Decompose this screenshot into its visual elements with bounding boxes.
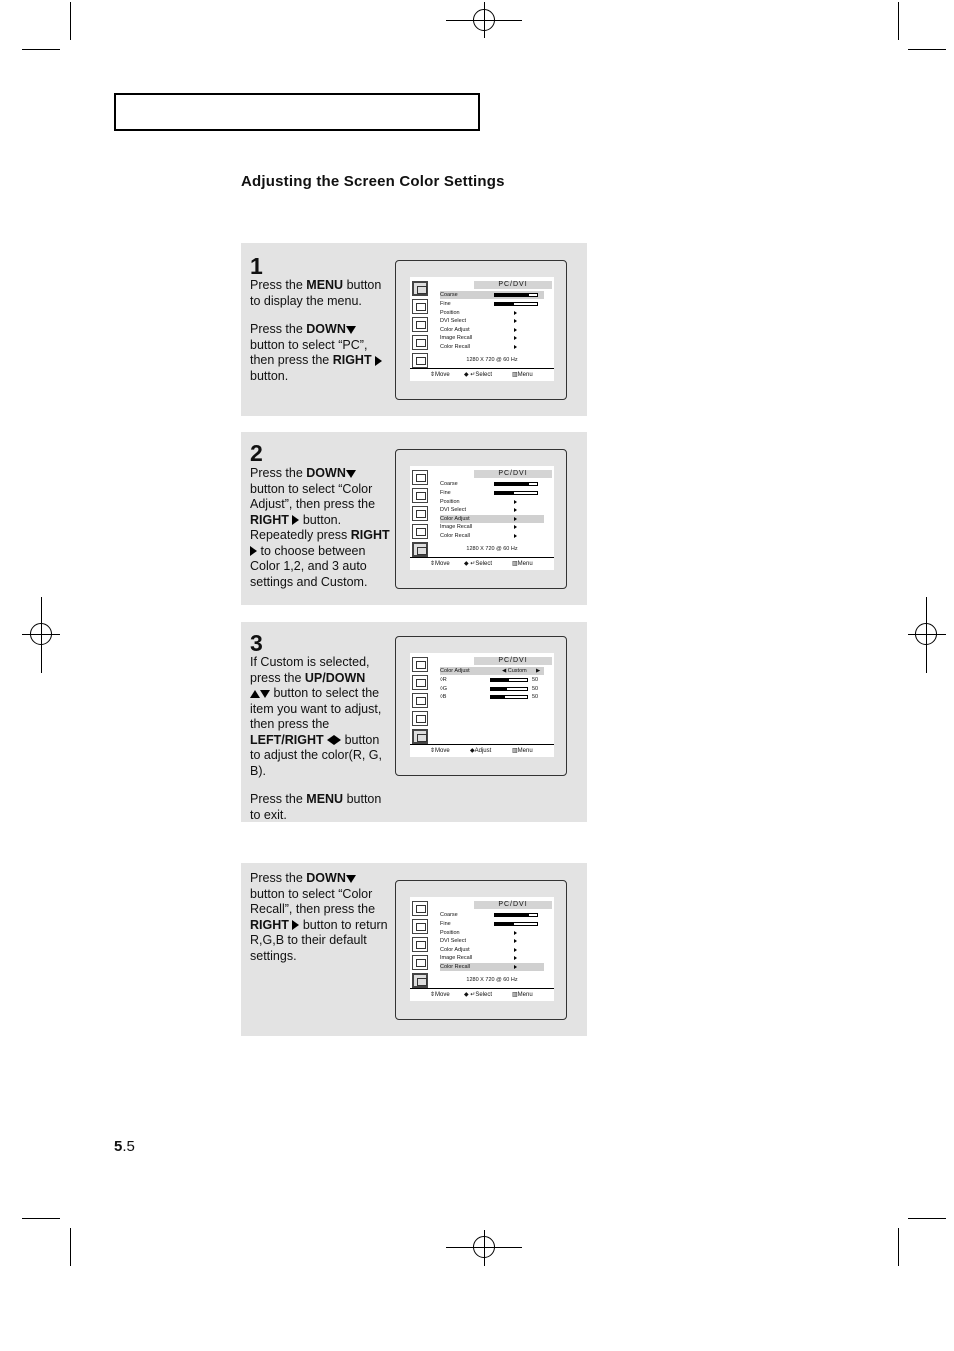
channel-icon xyxy=(412,937,428,952)
osd-item: DVI Select xyxy=(440,506,544,514)
osd-resolution: 1280 X 720 @ 60 Hz xyxy=(466,546,518,552)
osd-item: Color Recall xyxy=(440,343,544,351)
step-1-panel xyxy=(241,243,587,416)
step-instructions: If Custom is selected, press the UP/DOWN button to select the item you want to adjust, then press the LEFT/RIGHT button to adjust the color(R, G, B). Press the MENU button to exit. xyxy=(250,655,383,822)
step-instructions: Press the DOWN button to select “Color Recall”, then press the RIGHT button to return R,G,B to their default settings. xyxy=(250,871,388,963)
osd-title: PC/DVI xyxy=(474,470,552,478)
registration-mark xyxy=(915,623,937,645)
down-arrow-icon xyxy=(260,690,270,698)
osd-footer: ⇕ Move ◆ Adjust ▥ Menu xyxy=(410,744,554,757)
down-arrow-icon xyxy=(346,470,356,478)
osd-item: Image Recall xyxy=(440,334,544,342)
osd-rgb-row: ◊R 50 xyxy=(440,677,539,683)
crop-mark xyxy=(908,49,946,50)
osd-footer: ⇕ Move ◆ ↵ Select ▥ Menu xyxy=(410,557,554,570)
osd-screen xyxy=(410,897,554,1001)
registration-mark xyxy=(473,9,495,31)
right-arrow-icon xyxy=(375,356,382,366)
osd-item-selected: Color Recall xyxy=(440,963,544,971)
picture-icon xyxy=(412,470,428,485)
right-arrow-icon xyxy=(292,515,299,525)
sound-icon xyxy=(412,675,428,690)
crop-mark xyxy=(898,2,899,40)
step-4-panel xyxy=(241,863,587,1036)
setup-icon xyxy=(412,335,428,350)
osd-screen xyxy=(410,466,554,570)
pc-icon xyxy=(412,973,428,988)
osd-monitor xyxy=(395,449,567,589)
right-arrow-icon xyxy=(334,735,341,745)
crop-mark xyxy=(908,1218,946,1219)
osd-item: Color Adjust xyxy=(440,326,544,334)
osd-screen xyxy=(410,277,554,381)
pc-icon xyxy=(412,542,428,557)
up-arrow-icon xyxy=(250,690,260,698)
osd-item-selected: Color Adjust xyxy=(440,515,544,523)
channel-icon xyxy=(412,693,428,708)
crop-mark xyxy=(70,1228,71,1266)
osd-rgb-row: ◊G 50 xyxy=(440,686,539,692)
osd-item: Position xyxy=(440,498,544,506)
down-arrow-icon xyxy=(346,875,356,883)
setup-icon xyxy=(412,955,428,970)
osd-footer: ⇕ Move ◆ ↵ Select ▥ Menu xyxy=(410,988,554,1001)
osd-item: Color Recall xyxy=(440,532,544,540)
picture-icon xyxy=(412,281,428,296)
osd-monitor xyxy=(395,636,567,776)
sound-icon xyxy=(412,488,428,503)
left-arrow-icon xyxy=(327,735,334,745)
page-title: Adjusting the Screen Color Settings xyxy=(241,173,505,190)
channel-icon xyxy=(412,506,428,521)
osd-item: Coarse xyxy=(440,911,544,919)
osd-item: Color Adjust xyxy=(440,946,544,954)
step-instructions: Press the DOWN button to select “Color Adjust”, then press the RIGHT button. Repeatedly press RIGHT to choose between Color 1,2, and 3 auto settings and Custom. xyxy=(250,466,390,589)
osd-resolution: 1280 X 720 @ 60 Hz xyxy=(466,977,518,983)
osd-monitor xyxy=(395,880,567,1020)
osd-item: Fine xyxy=(440,489,544,497)
crop-mark xyxy=(898,1228,899,1266)
sound-icon xyxy=(412,299,428,314)
step-2-panel xyxy=(241,432,587,605)
channel-icon xyxy=(412,317,428,332)
crop-mark xyxy=(70,2,71,40)
osd-title: PC/DVI xyxy=(474,901,552,909)
picture-icon xyxy=(412,901,428,916)
osd-item: Position xyxy=(440,309,544,317)
picture-icon xyxy=(412,657,428,672)
pc-icon xyxy=(412,353,428,368)
osd-item-selected: Color Adjust ◀ Custom ▶ xyxy=(440,667,544,675)
setup-icon xyxy=(412,524,428,539)
osd-item: Fine xyxy=(440,920,544,928)
osd-monitor xyxy=(395,260,567,400)
osd-title: PC/DVI xyxy=(474,281,552,289)
right-arrow-icon xyxy=(292,920,299,930)
osd-screen xyxy=(410,653,554,757)
down-arrow-icon xyxy=(346,326,356,334)
setup-icon xyxy=(412,711,428,726)
osd-resolution: 1280 X 720 @ 60 Hz xyxy=(466,357,518,363)
chapter-header-box xyxy=(114,93,480,131)
step-number: 3 xyxy=(250,630,263,656)
crop-mark xyxy=(22,1218,60,1219)
registration-mark xyxy=(30,623,52,645)
step-instructions: Press the MENU button to display the menu. Press the DOWN button to select “PC”, then press the RIGHT button. xyxy=(250,278,382,383)
step-number: 2 xyxy=(250,440,263,466)
step-3-panel xyxy=(241,622,587,822)
page-number: 5.5 xyxy=(114,1138,135,1155)
osd-footer: ⇕ Move ◆ ↵ Select ▥ Menu xyxy=(410,368,554,381)
osd-item: DVI Select xyxy=(440,317,544,325)
osd-rgb-row: ◊B 50 xyxy=(440,694,539,700)
crop-mark xyxy=(22,49,60,50)
registration-mark xyxy=(473,1236,495,1258)
osd-item: DVI Select xyxy=(440,937,544,945)
osd-item: Coarse xyxy=(440,291,544,299)
osd-item: Image Recall xyxy=(440,523,544,531)
osd-item: Position xyxy=(440,929,544,937)
pc-icon xyxy=(412,729,428,744)
right-arrow-icon xyxy=(250,546,257,556)
osd-title: PC/DVI xyxy=(474,657,552,665)
step-number: 1 xyxy=(250,253,263,279)
osd-item: Coarse xyxy=(440,480,544,488)
sound-icon xyxy=(412,919,428,934)
osd-item: Fine xyxy=(440,300,544,308)
osd-item: Image Recall xyxy=(440,954,544,962)
